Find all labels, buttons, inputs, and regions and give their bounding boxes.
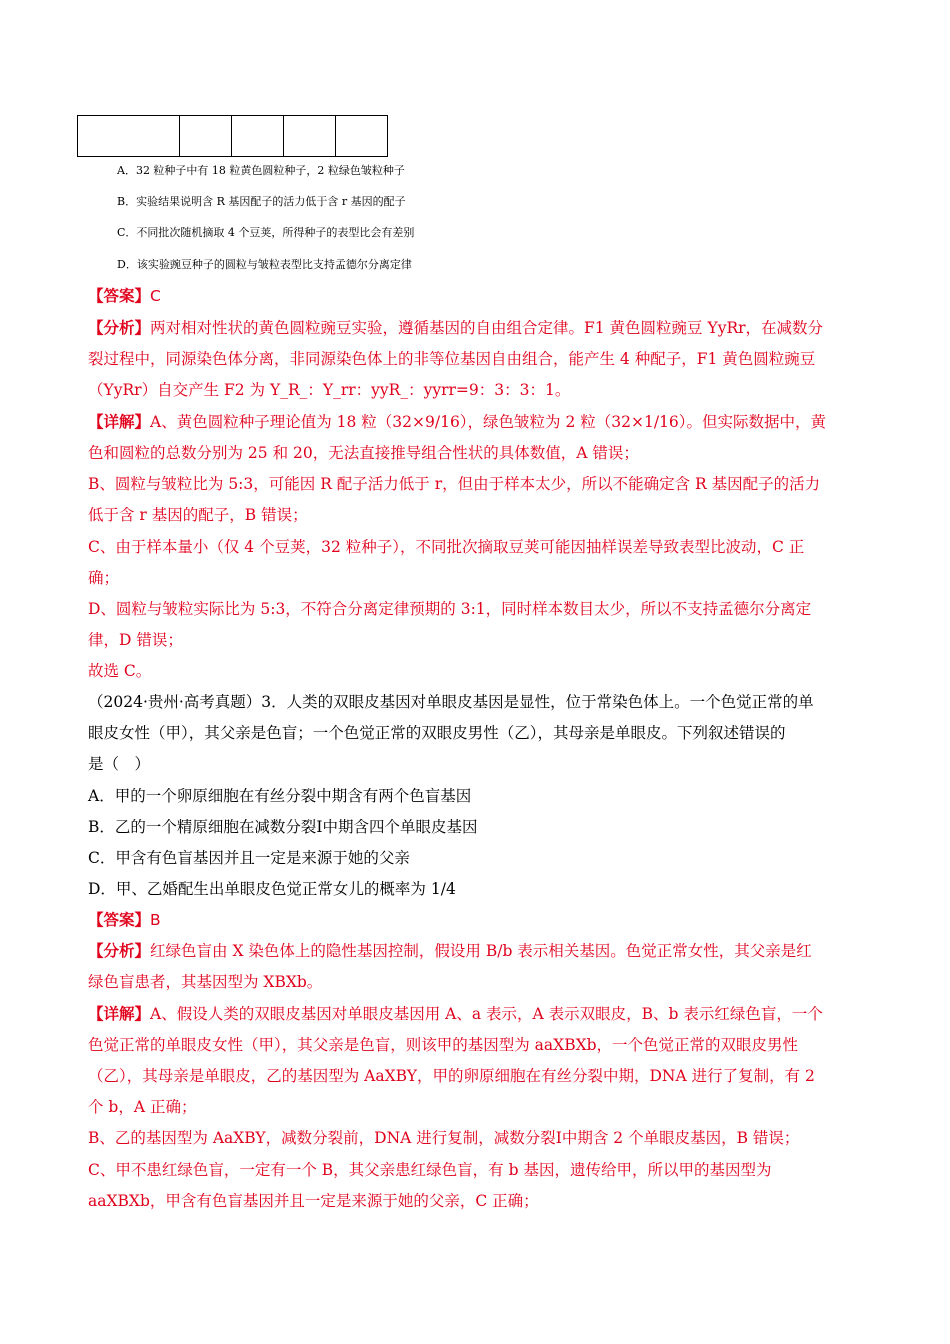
detail-text: C、由于样本量小（仅 4 个豆荚，32 粒种子），不同批次摘取豆荚可能因抽样误差导致表型比波动，C 正 [88, 538, 805, 556]
analysis-line [88, 318, 863, 338]
analysis-text: 两对相对性状的黄色圆粒豌豆实验，遵循基因的自由组合定律。F1 黄色圆粒豌豆 YyRr，在减数分 [150, 319, 824, 337]
option-b: B．乙的一个精原细胞在减数分裂Ⅰ中期含四个单眼皮基因 [88, 818, 478, 836]
table-row [78, 116, 388, 157]
analysis-text: 裂过程中，同源染色体分离，非同源染色体上的非等位基因自由组合，能产生 4 种配子，F1 黄色圆粒豌豆 [88, 350, 816, 368]
detail-text: aaXBXb，甲含有色盲基因并且一定是来源于她的父亲，C 正确； [88, 1192, 539, 1210]
answer-line [88, 286, 863, 306]
table-cell [336, 116, 388, 157]
table-cell [232, 116, 284, 157]
detail-text: 色和圆粒的总数分别为 25 和 20，无法直接推导组合性状的具体数值，A 错误； [88, 444, 639, 462]
option-d: D．该实验豌豆种子的圆粒与皱粒表型比支持孟德尔分离定律 [117, 258, 412, 271]
detail-tag: 【详解】 [88, 1004, 151, 1023]
option-a: A．甲的一个卵原细胞在有丝分裂中期含有两个色盲基因 [88, 787, 472, 805]
question-text: 是（ ） [88, 755, 151, 773]
answer-line [88, 910, 863, 930]
analysis-line [88, 941, 863, 961]
detail-text: C、甲不患红绿色盲，一定有一个 B，其父亲患红绿色盲，有 b 基因，遗传给甲，所以甲的基因型为 [88, 1161, 772, 1179]
option-a: A．32 粒种子中有 18 粒黄色圆粒种子，2 粒绿色皱粒种子 [117, 164, 405, 177]
answer-value: C [150, 287, 161, 305]
answer-tag: 【答案】 [88, 286, 151, 305]
option-b: B．实验结果说明含 R 基因配子的活力低于含 r 基因的配子 [117, 195, 406, 208]
detail-text: B、乙的基因型为 AaXBY，减数分裂前，DNA 进行复制，减数分裂Ⅰ中期含 2 个单眼皮基因，B 错误； [88, 1129, 800, 1147]
detail-text: （乙），其母亲是单眼皮，乙的基因型为 AaXBY，甲的卵原细胞在有丝分裂中期，DNA 进行了复制，有 2 [88, 1067, 815, 1085]
detail-text: 律，D 错误； [88, 631, 183, 649]
analysis-text: 绿色盲患者，其基因型为 XBXb。 [88, 973, 323, 991]
table-cell [180, 116, 232, 157]
answer-value: B [150, 911, 161, 929]
analysis-tag: 【分析】 [88, 941, 151, 960]
detail-text: 确； [88, 569, 120, 587]
detail-text: A、黄色圆粒种子理论值为 18 粒（32×9/16），绿色皱粒为 2 粒（32×1/16）。但实际数据中，黄 [150, 413, 827, 431]
option-c: C．不同批次随机摘取 4 个豆荚，所得种子的表型比会有差别 [117, 226, 415, 239]
detail-text: 个 b，A 正确； [88, 1098, 197, 1116]
detail-tag: 【详解】 [88, 412, 151, 431]
analysis-text: （YyRr）自交产生 F2 为 Y_R_：Y_rr：yyR_：yyrr=9：3：3：1。 [88, 381, 571, 399]
table-cell [284, 116, 336, 157]
analysis-text: 红绿色盲由 X 染色体上的隐性基因控制，假设用 B/b 表示相关基因。色觉正常女性，其父亲是红 [150, 942, 812, 960]
detail-text: 色觉正常的单眼皮女性（甲），其父亲是色盲，则该甲的基因型为 aaXBXb，一个色觉正常的双眼皮男性 [88, 1036, 799, 1054]
detail-text: B、圆粒与皱粒比为 5:3，可能因 R 配子活力低于 r，但由于样本太少，所以不能确定含 R 基因配子的活力 [88, 475, 821, 493]
detail-line [88, 412, 863, 432]
detail-text: A、假设人类的双眼皮基因对单眼皮基因用 A、a 表示，A 表示双眼皮，B、b 表示红绿色盲，一个 [150, 1005, 823, 1023]
detail-text: 故选 C。 [88, 662, 152, 680]
option-d: D．甲、乙婚配生出单眼皮色觉正常女儿的概率为 1/4 [88, 880, 456, 898]
question-text: （2024·贵州·高考真题）3．人类的双眼皮基因对单眼皮基因是显性，位于常染色体上。一个色觉正常的单 [88, 693, 814, 711]
data-table-bottom-row [77, 115, 388, 157]
detail-text: 低于含 r 基因的配子，B 错误； [88, 506, 308, 524]
question-text: 眼皮女性（甲），其父亲是色盲；一个色觉正常的双眼皮男性（乙），其母亲是单眼皮。下列叙述错误的 [88, 724, 786, 742]
detail-text: D、圆粒与皱粒实际比为 5:3，不符合分离定律预期的 3:1，同时样本数目太少，所以不支持孟德尔分离定 [88, 600, 812, 618]
analysis-tag: 【分析】 [88, 318, 151, 337]
option-c: C．甲含有色盲基因并且一定是来源于她的父亲 [88, 849, 410, 867]
table-cell [78, 116, 180, 157]
detail-line [88, 1004, 863, 1024]
answer-tag: 【答案】 [88, 910, 151, 929]
